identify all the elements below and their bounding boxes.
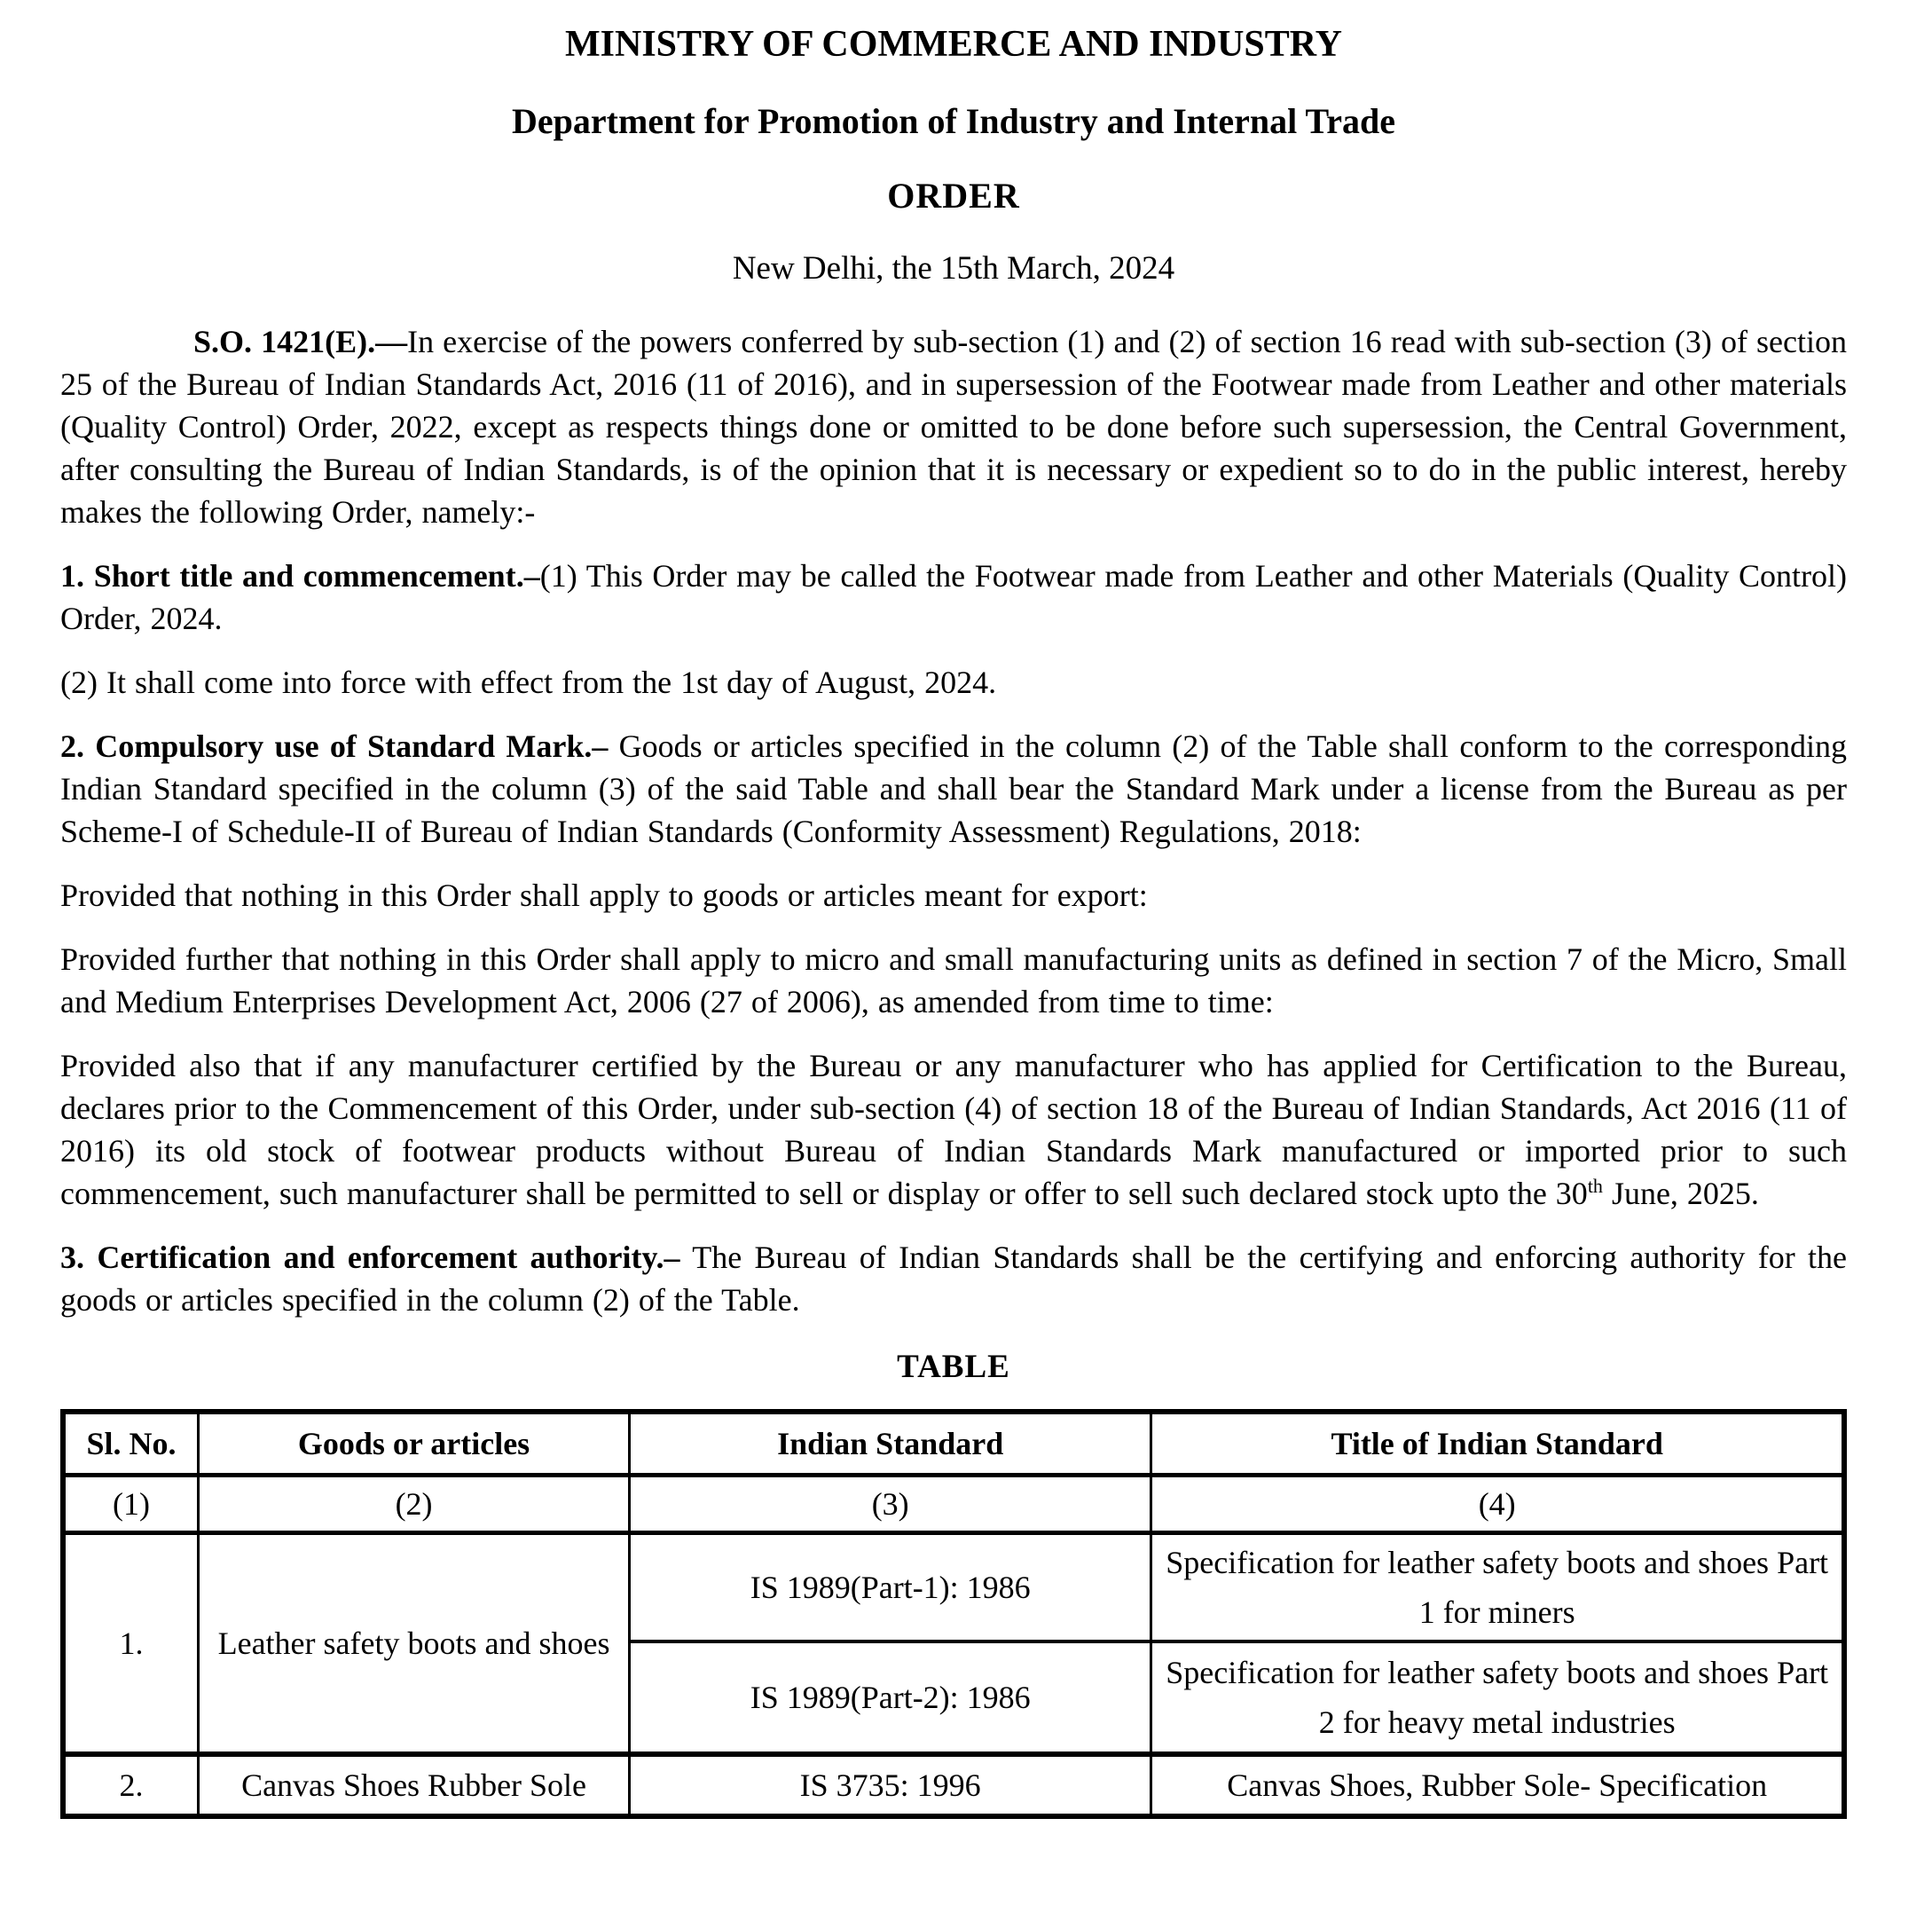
column-number-row [63,1475,1844,1532]
section1-heading: 1. Short title and commencement.– [60,557,540,594]
ministry-title: MINISTRY OF COMMERCE AND INDUSTRY [565,24,1342,65]
cell-row1a-standard: IS 1989(Part-1): 1986 [630,1532,1151,1641]
paragraph-section3 [60,1236,1847,1321]
header-cell-title: Title of Indian Standard [1151,1412,1844,1476]
department-title: Department for Promotion of Industry and Internal Trade [512,101,1395,142]
superscript-th: th [1587,1174,1603,1197]
dateline: New Delhi, the 15th March, 2024 [732,250,1175,287]
standards-table [60,1409,1847,1819]
table-row-2 [63,1754,1844,1816]
cell-row1b-title: Specification for leather safety boots and shoes Part 2 for heavy metal industries [1151,1641,1844,1754]
cell-row2-title: Canvas Shoes, Rubber Sole- Specification [1151,1754,1844,1816]
order-heading: ORDER [887,176,1020,216]
section2-text: Goods or articles specified in the column (2) of the Table shall conform to the corresponding Indian Standard specified in the column (3) of the said Table and shall bear the Standard Mark under a license from the Bureau as per Scheme-I of Schedule-II of Bureau of Indian Standards (Conformity Assessment) Regulations, 2018: [60,728,1847,849]
section3-text: The Bureau of Indian Standards shall be the certifying and enforcing authority for the goods or articles specified in the column (2) of the Table. [60,1239,1847,1318]
cell-row2-standard: IS 3735: 1996 [630,1754,1151,1816]
paragraph-proviso-msme [60,938,1847,1023]
document-header [60,23,1847,288]
header-cell-indian-standard: Indian Standard [630,1412,1151,1476]
proviso-old-stock-text: Provided also that if any manufacturer certified by the Bureau or any manufacturer who has applied for Certification to the Bureau, declares prior to the Commencement of this Order, under sub-section (4) of section 18 of the Bureau of Indian Standards, Act 2016 (11 of 2016) its old stock of footwear products without Bureau of Indian Standards Mark manufactured or imported prior to such commencement, such manufacturer shall be permitted to sell or display or offer to sell such declared stock upto the 30 [60,1047,1847,1211]
header-cell-goods: Goods or articles [199,1412,630,1476]
so-notification-text: In exercise of the powers conferred by sub-section (1) and (2) of section 16 read with sub-section (3) of section 25 of the Bureau of Indian Standards Act, 2016 (11 of 2016), and in supersession of the Footwear made from Leather and other materials (Quality Control) Order, 2022, except as respects things done or omitted to be done before such supersession, the Central Government, after consulting the Bureau of Indian Standards, is of the opinion that it is necessary or expedient so to do in the public interest, hereby makes the following Order, namely:- [60,323,1847,530]
paragraph-section2 [60,725,1847,853]
table-header-row [63,1412,1844,1476]
paragraph-section1-sub2 [60,661,1847,704]
column-number-4: (4) [1151,1475,1844,1532]
header-cell-sl-no: Sl. No. [63,1412,199,1476]
cell-row2-sl-no: 2. [63,1754,199,1816]
table-title: TABLE [897,1348,1010,1385]
column-number-1: (1) [63,1475,199,1532]
cell-row1-goods: Leather safety boots and shoes [199,1532,630,1754]
paragraph-proviso-old-stock [60,1044,1847,1215]
proviso-msme-text: Provided further that nothing in this Order shall apply to micro and small manufacturing units as defined in section 7 of the Micro, Small and Medium Enterprises Development Act, 2006 (27 of 2006), as amended from time to time: [60,941,1847,1019]
cell-row1-sl-no: 1. [63,1532,199,1754]
cell-row1a-title: Specification for leather safety boots and shoes Part 1 for miners [1151,1532,1844,1641]
section2-heading: 2. Compulsory use of Standard Mark.– [60,728,609,764]
column-number-3: (3) [630,1475,1151,1532]
section1-text: (1) This Order may be called the Footwear made from Leather and other Materials (Quality Control) Order, 2024. [60,557,1848,636]
cell-row2-goods: Canvas Shoes Rubber Sole [199,1754,630,1816]
table-row-1a [63,1532,1844,1641]
paragraph-proviso-export [60,874,1847,917]
proviso-old-stock-text-after: June, 2025. [1602,1175,1759,1211]
cell-row1b-standard: IS 1989(Part-2): 1986 [630,1641,1151,1754]
column-number-2: (2) [199,1475,630,1532]
document-body [60,320,1847,1819]
section1-sub2-text: (2) It shall come into force with effect from the 1st day of August, 2024. [60,664,997,700]
paragraph-section1 [60,555,1847,640]
section3-heading: 3. Certification and enforcement authority.– [60,1239,680,1275]
so-number-lead: S.O. 1421(E).— [193,323,408,359]
proviso-export-text: Provided that nothing in this Order shall apply to goods or articles meant for export: [60,877,1148,913]
paragraph-so-notification [60,320,1847,533]
